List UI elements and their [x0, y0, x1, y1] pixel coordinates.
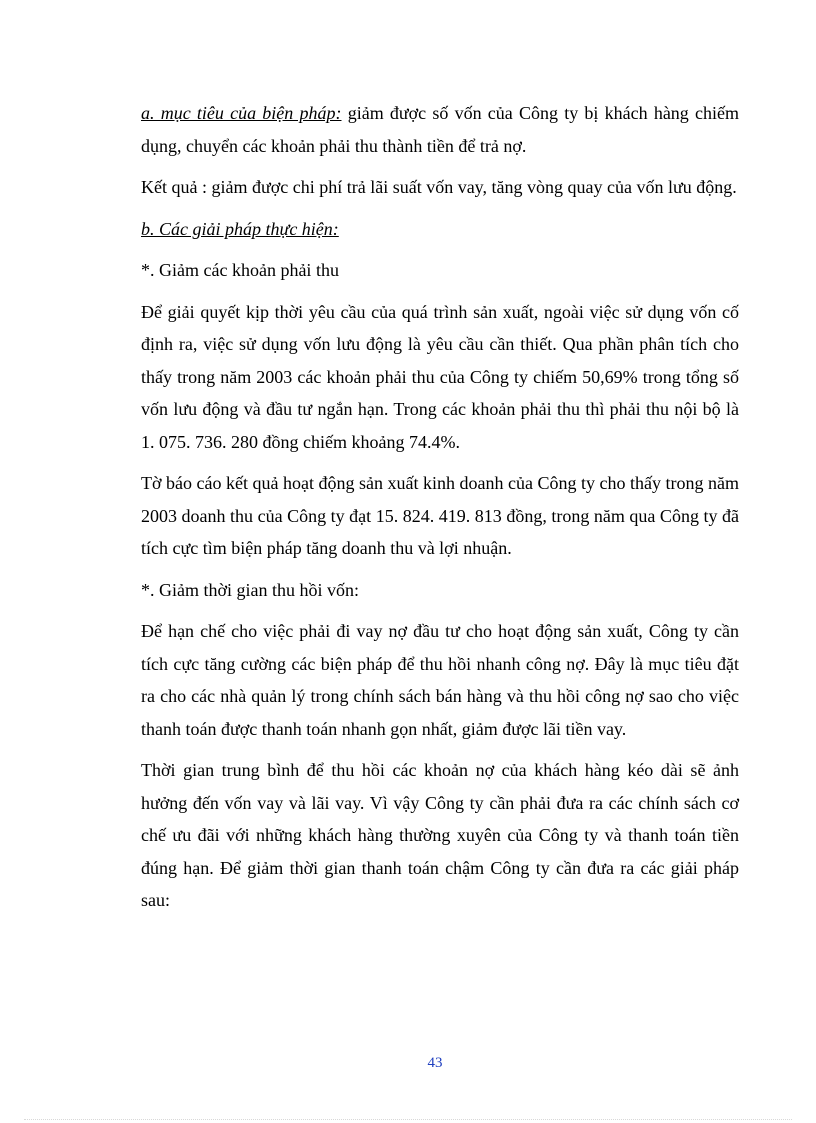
section-a-paragraph [141, 97, 739, 162]
result-paragraph: Kết quả : giảm được chi phí trả lãi suất vốn vay, tăng vòng quay của vốn lưu động. [141, 177, 737, 197]
section-b-heading: b. Các giải pháp thực hiện: [141, 218, 339, 239]
section-a-heading: a. mục tiêu của biện pháp: [141, 103, 342, 123]
paragraph-1: Để giải quyết kịp thời yêu cầu của quá trình sản xuất, ngoài việc sử dụng vốn cố định ra, việc sử dụng vốn lưu động là yêu cầu cần thiết. Qua phần phân tích cho thấy trong năm 2003 các khoản phải thu của Công ty chiếm 50,69% trong tổng số vốn lưu động và đầu tư ngắn hạn. Trong các khoản phải thu thì phải thu nội bộ là 1. 075. 736. 280 đồng chiếm khoảng 74.4%. [141, 301, 739, 452]
page-number: 43 [427, 1055, 443, 1071]
page-bottom-divider [24, 1119, 792, 1120]
item-2-title: *. Giảm thời gian thu hồi vốn: [141, 579, 360, 600]
section-a-text: giảm được số vốn của Công ty bị khách hàng chiếm dụng, chuyển các khoản phải thu thành tiền để trả nợ. [141, 103, 739, 156]
item-1-title: *. Giảm các khoản phải thu [141, 260, 339, 280]
paragraph-3: Để hạn chế cho việc phải đi vay nợ đầu tư cho hoạt động sản xuất, Công ty cần tích cực tăng cường các biện pháp để thu hồi nhanh công nợ. Đây là mục tiêu đặt ra cho các nhà quản lý trong chính sách bán hàng và thu hồi công nợ sao cho việc thanh toán được thanh toán nhanh gọn nhất, giảm được lãi tiền vay. [141, 621, 739, 739]
paragraph-2: Tờ báo cáo kết quả hoạt động sản xuất kinh doanh của Công ty cho thấy trong năm 2003 doanh thu của Công ty đạt 15. 824. 419. 813 đồng, trong năm qua Công ty đã tích cực tìm biện pháp tăng doanh thu và lợi nhuận. [141, 473, 739, 558]
paragraph-4: Thời gian trung bình để thu hồi các khoản nợ của khách hàng kéo dài sẽ ảnh hưởng đến vốn vay và lãi vay. Vì vậy Công ty cần phải đưa ra các chính sách cơ chế ưu đãi với những khách hàng thường xuyên của Công ty và thanh toán tiền đúng hạn. Để giảm thời gian thanh toán chậm Công ty cần đưa ra các giải pháp sau: [141, 760, 739, 910]
document-body [141, 97, 739, 926]
section-b-paragraph [141, 213, 739, 246]
